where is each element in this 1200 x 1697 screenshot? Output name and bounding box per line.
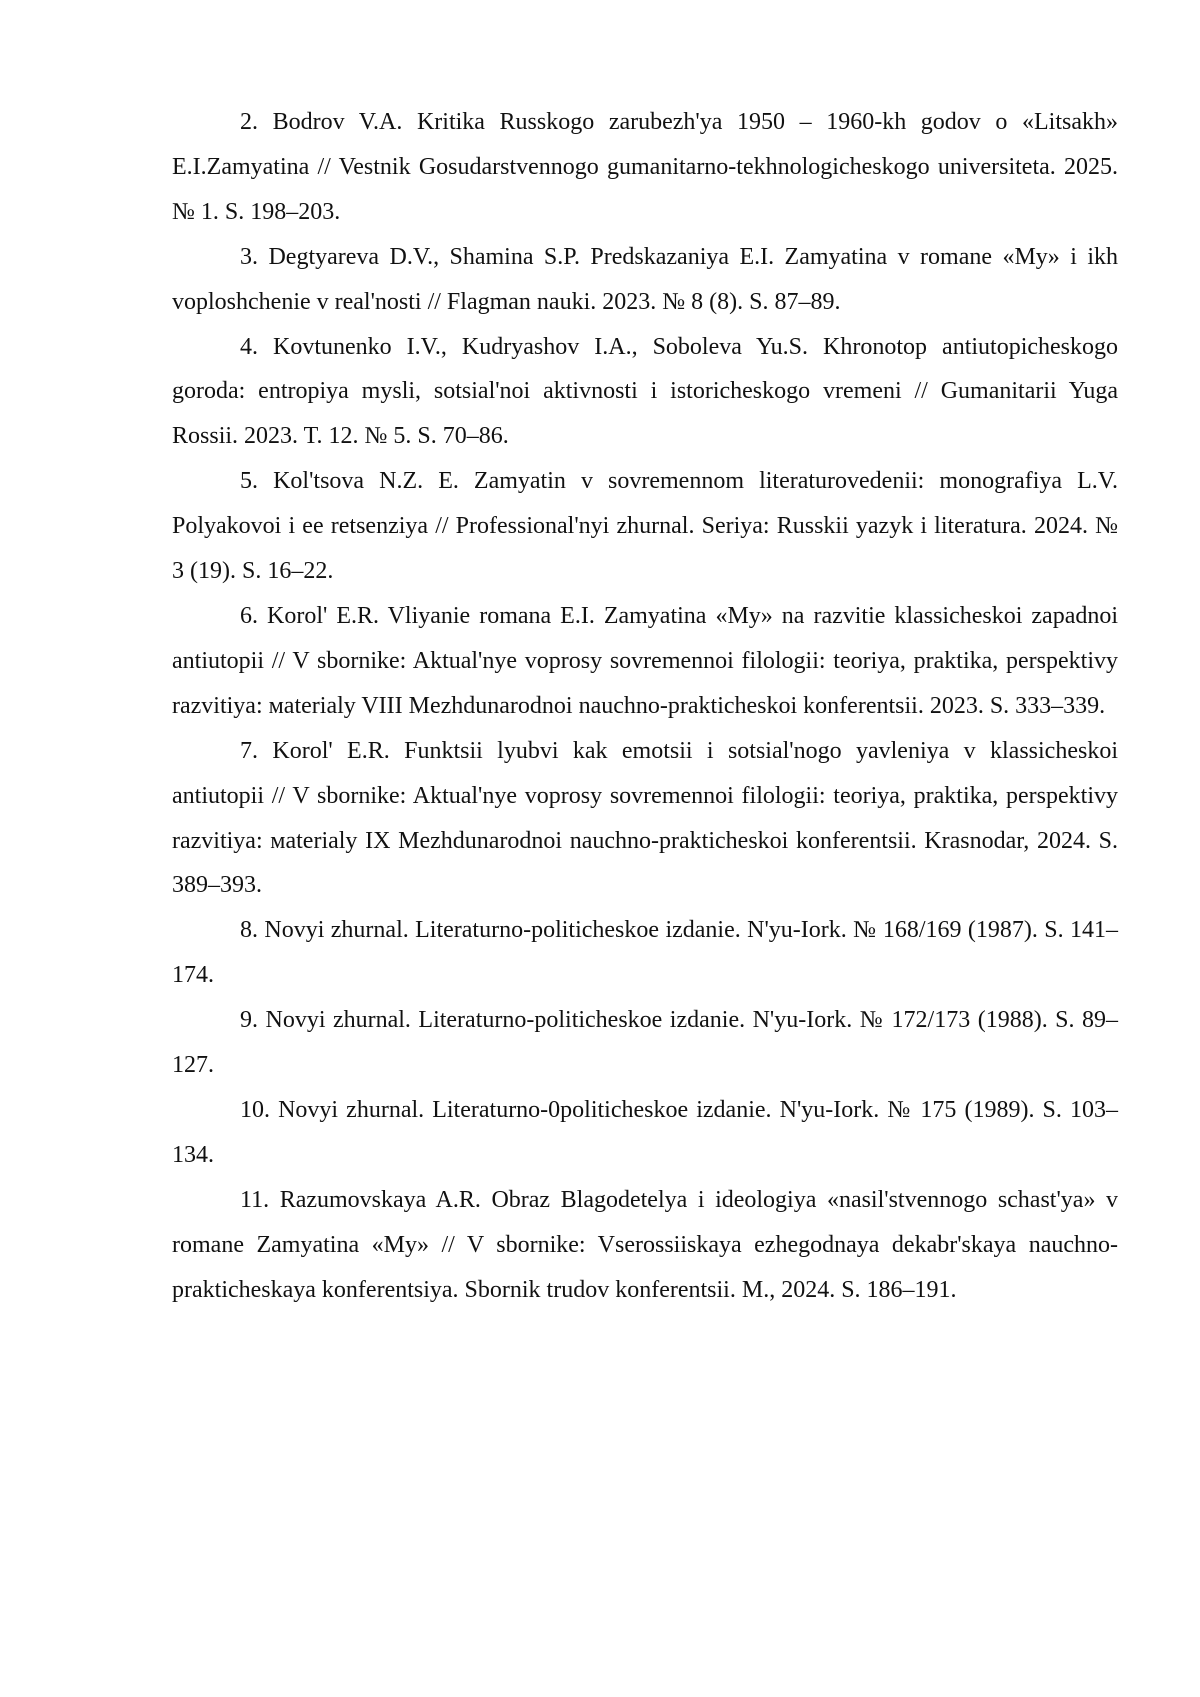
reference-item	[172, 235, 1118, 325]
reference-text: Bodrov V.A. Kritika Russkogo zarubezh'ya 1950 – 1960-kh godov o «Litsakh» E.I.Zamyatina // Vestnik Gosudarstvennogo gumanitarno-tekhnologicheskogo universiteta. 2025. № 1. S. 198–203.	[172, 109, 1118, 225]
reference-number: 11.	[240, 1187, 269, 1213]
reference-number: 5.	[240, 468, 258, 494]
reference-number: 4.	[240, 334, 258, 360]
reference-item	[172, 1178, 1118, 1313]
reference-text: Degtyareva D.V., Shamina S.P. Predskazaniya E.I. Zamyatina v romane «My» i ikh voploshchenie v real'nosti // Flagman nauki. 2023. № 8 (8). S. 87–89.	[172, 244, 1118, 315]
reference-number: 8.	[240, 917, 258, 943]
reference-number: 2.	[240, 109, 258, 135]
reference-text: Kol'tsova N.Z. E. Zamyatin v sovremennom literaturovedenii: monografiya L.V. Polyakovoi i ee retsenziya // Professional'nyi zhurnal. Seriya: Russkii yazyk i literatura. 2024. № 3 (19). S. 16–22.	[172, 468, 1118, 584]
reference-item	[172, 594, 1118, 729]
reference-text: Razumovskaya A.R. Obraz Blagodetelya i ideologiya «nasil'stvennogo schast'ya» v romane Zamyatina «My» // V sbornike: Vserossiiskaya ezhegodnaya dekabr'skaya nauchno-prakticheskaya konferentsiya. Sbornik trudov konferentsii. M., 2024. S. 186–191.	[172, 1187, 1118, 1303]
reference-item	[172, 459, 1118, 594]
reference-text: Kovtunenko I.V., Kudryashov I.A., Soboleva Yu.S. Khronotop antiutopicheskogo goroda: entropiya mysli, sotsial'noi aktivnosti i istoricheskogo vremeni // Gumanitarii Yuga Rossii. 2023. T. 12. № 5. S. 70–86.	[172, 334, 1118, 450]
reference-text: Novyi zhurnal. Literaturno-0politicheskoe izdanie. N'yu-Iork. № 175 (1989). S. 103–134.	[172, 1097, 1118, 1168]
reference-item	[172, 729, 1118, 909]
reference-number: 3.	[240, 244, 258, 270]
reference-text: Novyi zhurnal. Literaturno-politicheskoe izdanie. N'yu-Iork. № 168/169 (1987). S. 141–174.	[172, 917, 1118, 988]
reference-text: Korol' E.R. Vliyanie romana E.I. Zamyatina «My» na razvitie klassicheskoi zapadnoi antiutopii // V sbornike: Aktual'nye voprosy sovremennoi filologii: teoriya, praktika, perspektivy razvitiya: мaterialy VIII Mezhdunarodnoi nauchno-prakticheskoi konferentsii. 2023. S. 333–339.	[172, 603, 1118, 719]
reference-item	[172, 998, 1118, 1088]
reference-number: 9.	[240, 1007, 258, 1033]
reference-item	[172, 1088, 1118, 1178]
reference-number: 10.	[240, 1097, 270, 1123]
reference-text: Korol' E.R. Funktsii lyubvi kak emotsii i sotsial'nogo yavleniya v klassicheskoi antiutopii // V sbornike: Aktual'nye voprosy sovremennoi filologii: teoriya, praktika, perspektivy razvitiya: мaterialy IX Mezhdunarodnoi nauchno-prakticheskoi konferentsii. Krasnodar, 2024. S. 389–393.	[172, 738, 1118, 899]
reference-list	[172, 100, 1118, 1312]
reference-item	[172, 908, 1118, 998]
reference-text: Novyi zhurnal. Literaturno-politicheskoe izdanie. N'yu-Iork. № 172/173 (1988). S. 89–127.	[172, 1007, 1118, 1078]
reference-number: 6.	[240, 603, 258, 629]
reference-number: 7.	[240, 738, 258, 764]
reference-item	[172, 325, 1118, 460]
reference-item	[172, 100, 1118, 235]
